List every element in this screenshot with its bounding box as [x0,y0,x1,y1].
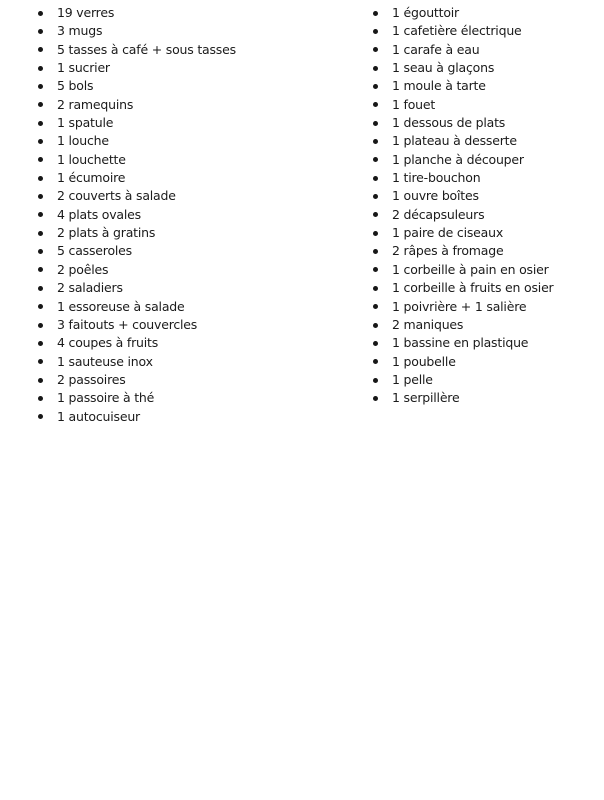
bullet-icon [38,66,43,71]
inventory-list-left [57,4,236,426]
list-item-label: 4 plats ovales [57,206,141,222]
list-item-label: 3 mugs [57,23,103,39]
list-item [57,353,236,371]
list-item [57,96,236,114]
list-item [57,316,236,334]
bullet-icon [38,341,43,346]
list-item-label: 1 carafe à eau [392,41,480,57]
bullet-icon [38,249,43,254]
list-item-label: 1 planche à découper [392,151,524,167]
list-item [392,22,554,40]
bullet-icon [373,212,378,217]
list-item-label: 1 passoire à thé [57,390,155,406]
bullet-icon [373,249,378,254]
list-item [57,151,236,169]
list-item-label: 1 essoreuse à salade [57,298,185,314]
list-item [57,132,236,150]
bullet-icon [38,84,43,89]
list-item [57,261,236,279]
list-item [57,371,236,389]
list-item [392,41,554,59]
list-item-label: 1 serpillère [392,390,460,406]
list-item [392,224,554,242]
bullet-icon [38,102,43,107]
bullet-icon [373,378,378,383]
list-item-label: 1 poivrière + 1 salière [392,298,527,314]
list-item [392,389,554,407]
list-item [392,206,554,224]
list-item-label: 2 maniques [392,316,464,332]
list-item-label: 2 passoires [57,371,126,387]
bullet-icon [373,84,378,89]
bullet-icon [38,29,43,34]
bullet-icon [38,176,43,181]
list-item-label: 2 décapsuleurs [392,206,485,222]
list-item [57,169,236,187]
list-item-label: 19 verres [57,5,115,20]
bullet-icon [38,286,43,291]
list-item [392,77,554,95]
list-item [57,41,236,59]
bullet-icon [38,121,43,126]
bullet-icon [373,66,378,71]
list-item-label: 2 couverts à salade [57,188,176,204]
list-item [57,77,236,95]
list-item [392,96,554,114]
bullet-icon [38,323,43,328]
list-item [57,59,236,77]
list-item [57,408,236,426]
bullet-icon [38,378,43,383]
list-item-label: 1 plateau à desserte [392,133,517,149]
list-item [57,389,236,407]
bullet-icon [373,359,378,364]
list-item [392,242,554,260]
list-item-label: 1 autocuiseur [57,408,140,424]
bullet-icon [373,194,378,199]
list-item-label: 2 saladiers [57,280,123,296]
list-item [57,187,236,205]
list-item-label: 2 ramequins [57,96,134,112]
list-item-label: 1 bassine en plastique [392,335,529,351]
bullet-icon [373,11,378,16]
bullet-icon [373,102,378,107]
bullet-icon [373,286,378,291]
list-item [57,242,236,260]
bullet-icon [373,267,378,272]
list-item [392,151,554,169]
bullet-icon [38,212,43,217]
list-item [392,316,554,334]
list-item [392,4,554,22]
bullet-icon [373,139,378,144]
bullet-icon [38,396,43,401]
list-item-label: 2 râpes à fromage [392,243,504,259]
list-item [392,371,554,389]
list-item [392,261,554,279]
bullet-icon [373,29,378,34]
list-item [57,334,236,352]
list-item-label: 1 pelle [392,371,433,387]
bullet-icon [38,194,43,199]
bullet-icon [38,414,43,419]
list-item [392,187,554,205]
list-item [392,132,554,150]
bullet-icon [38,157,43,162]
bullet-icon [38,304,43,309]
bullet-icon [373,396,378,401]
list-item [57,22,236,40]
bullet-icon [38,139,43,144]
list-item-label: 5 bols [57,78,94,94]
list-item-label: 2 poêles [57,261,109,277]
list-item [392,298,554,316]
list-item [57,114,236,132]
bullet-icon [38,11,43,16]
bullet-icon [373,323,378,328]
list-item-label: 1 tire-bouchon [392,170,481,186]
list-item [57,206,236,224]
list-item-label: 1 seau à glaçons [392,60,495,76]
list-item-label: 1 écumoire [57,170,126,186]
list-item-label: 1 corbeille à fruits en osier [392,280,554,296]
list-item [392,334,554,352]
list-item-label: 1 cafetière électrique [392,23,522,39]
bullet-icon [373,121,378,126]
list-item-label: 1 dessous de plats [392,115,506,131]
list-item [392,59,554,77]
list-item-label: 1 fouet [392,96,436,112]
bullet-icon [373,304,378,309]
list-item [392,353,554,371]
list-item [57,298,236,316]
list-item-label: 5 tasses à café + sous tasses [57,41,236,57]
list-item [392,169,554,187]
bullet-icon [373,176,378,181]
list-item [57,4,236,22]
list-item-label: 1 louche [57,133,109,149]
list-item-label: 1 moule à tarte [392,78,486,94]
bullet-icon [38,231,43,236]
list-item [57,224,236,242]
list-item-label: 4 coupes à fruits [57,335,159,351]
list-item [57,279,236,297]
list-item-label: 1 corbeille à pain en osier [392,261,549,277]
list-item-label: 1 sauteuse inox [57,353,153,369]
bullet-icon [38,359,43,364]
list-item-label: 1 égouttoir [392,5,459,20]
list-item-label: 1 ouvre boîtes [392,188,479,204]
bullet-icon [38,47,43,52]
list-item-label: 3 faitouts + couvercles [57,316,198,332]
inventory-list-right [392,4,554,408]
bullet-icon [373,341,378,346]
list-item-label: 1 poubelle [392,353,456,369]
bullet-icon [38,267,43,272]
bullet-icon [373,231,378,236]
list-item-label: 1 spatule [57,115,114,131]
list-item-label: 2 plats à gratins [57,225,156,241]
bullet-icon [373,157,378,162]
list-item-label: 1 louchette [57,151,126,167]
list-item [392,279,554,297]
list-item-label: 5 casseroles [57,243,132,259]
list-item-label: 1 paire de ciseaux [392,225,504,241]
list-item-label: 1 sucrier [57,60,110,76]
bullet-icon [373,47,378,52]
list-item [392,114,554,132]
